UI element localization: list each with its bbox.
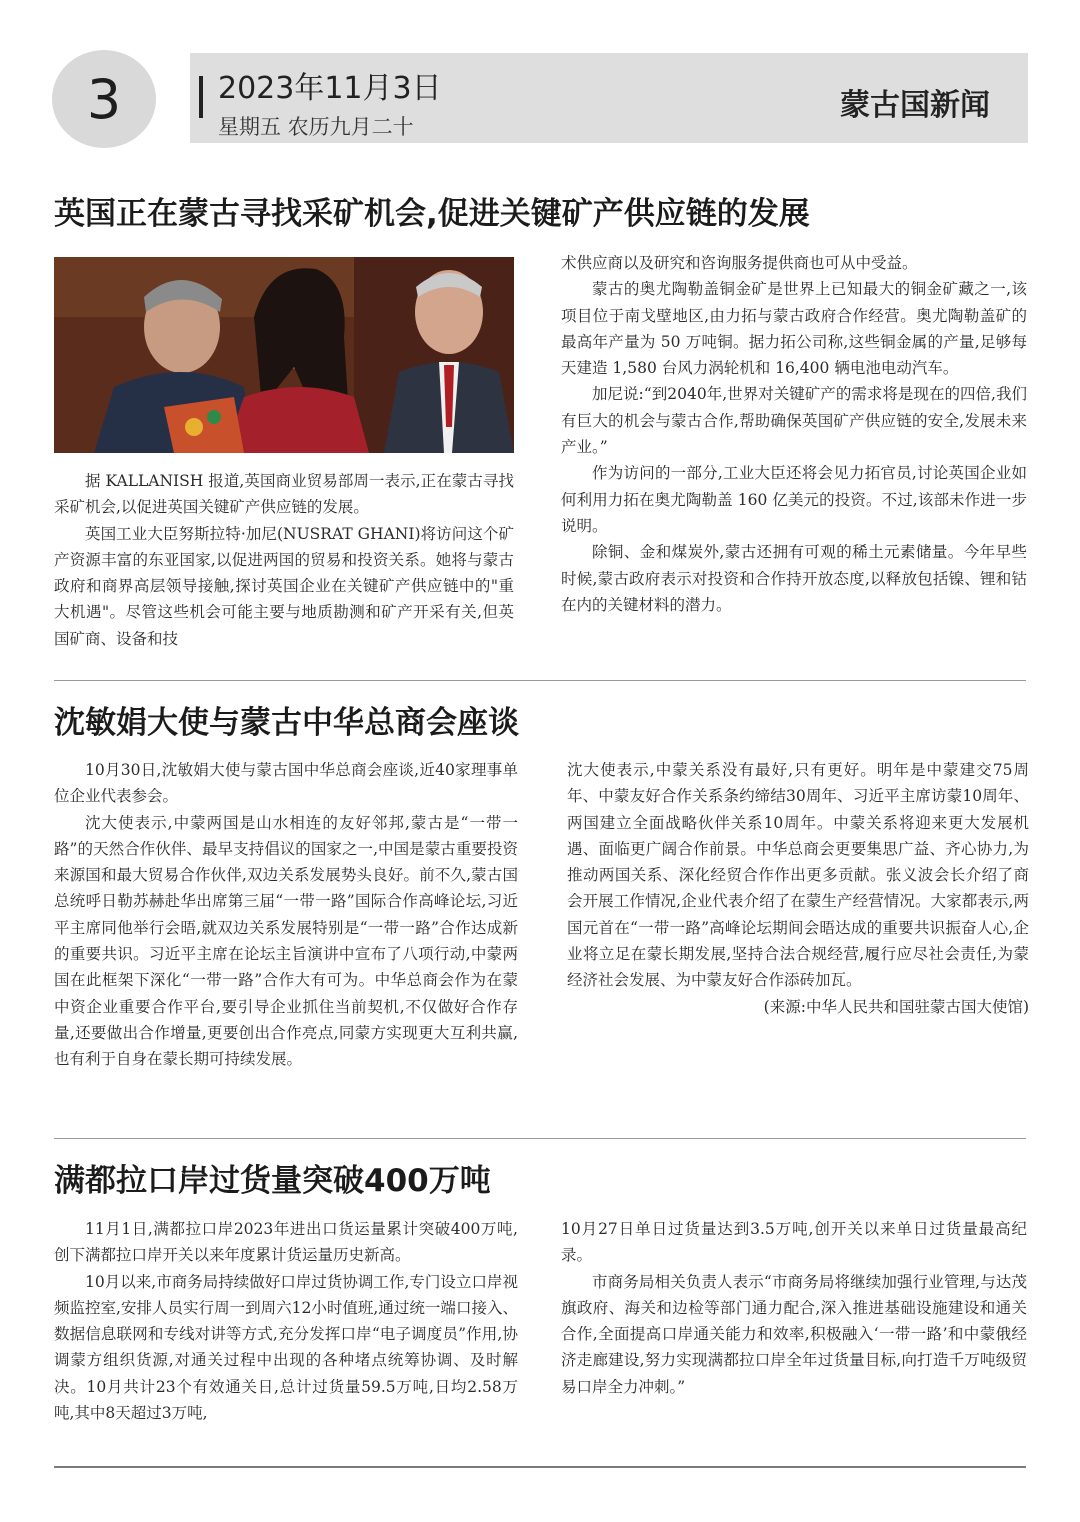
article-3-left-column <box>54 1216 518 1426</box>
article-2-left-column <box>54 757 518 1073</box>
article-2-headline: 沈敏娟大使与蒙古中华总商会座谈 <box>54 705 519 741</box>
page-number-badge: 3 <box>52 50 156 148</box>
article-paragraph: 10月30日,沈敏娟大使与蒙古国中华总商会座谈,近40家理事单位企业代表参会。 <box>54 761 518 806</box>
article-paragraph: 加尼说:“到2040年,世界对关键矿产的需求将是现在的四倍,我们有巨大的机会与蒙古合作,帮助确保英国矿产供应链的安全,发展未来产业。” <box>561 385 1027 457</box>
article-1-photo <box>54 257 514 453</box>
article-paragraph: 除铜、金和煤炭外,蒙古还拥有可观的稀土元素储量。今年早些时候,蒙古政府表示对投资和合作持开放态度,以释放包括镍、锂和钴在内的关键材料的潜力。 <box>561 543 1027 614</box>
weekday-lunar-date: 星期五 农历九月二十 <box>218 115 414 139</box>
article-paragraph: 沈大使表示,中蒙关系没有最好,只有更好。明年是中蒙建交75周年、中蒙友好合作关系条约缔结30周年、习近平主席访蒙10周年、两国建立全面战略伙伴关系10周年。中蒙关系将迎来更大发展机遇、面临更广阔合作前景。中华总商会更要集思广益、齐心协力,为推动两国关系、深化经贸合作作出更多贡献。张义波会长介绍了商会开展工作情况,企业代表介绍了在蒙生产经营情况。大家都表示,两国元首在“一带一路”高峰论坛期间会晤达成的重要共识振奋人心,企业将立足在蒙长期发展,坚持合法合规经营,履行应尽社会责任,为蒙经济社会发展、为中蒙友好合作添砖加瓦。 <box>567 761 1029 990</box>
article-paragraph: 据 KALLANISH 报道,英国商业贸易部周一表示,正在蒙古寻找采矿机会,以促进英国关键矿产供应链的发展。 <box>54 472 514 517</box>
article-paragraph: 市商务局相关负责人表示“市商务局将继续加强行业管理,与达茂旗政府、海关和边检等部门通力配合,深入推进基础设施建设和通关合作,全面提高口岸通关能力和效率,积极融入‘一带一路’和中蒙俄经济走廊建设,努力实现满都拉口岸全年过货量目标,向打造千万吨级贸易口岸全力冲刺。” <box>561 1272 1027 1396</box>
article-2-right-column <box>567 757 1029 1020</box>
article-source: (来源:中华人民共和国驻蒙古国大使馆) <box>763 997 1029 1016</box>
article-1-headline: 英国正在蒙古寻找采矿机会,促进关键矿产供应链的发展 <box>54 196 810 232</box>
article-divider <box>54 1138 1026 1139</box>
article-paragraph: 术供应商以及研究和咨询服务提供商也可从中受益。 <box>561 254 918 272</box>
article-paragraph: 沈大使表示,中蒙两国是山水相连的友好邻邦,蒙古是“一带一路”的天然合作伙伴、最早支持倡议的国家之一,中国是蒙古重要投资来源国和最大贸易合作伙伴,双边关系发展势头良好。前不久,蒙古国总统呼日勒苏赫赴华出席第三届“一带一路”国际合作高峰论坛,习近平主席同他举行会晤,就双边关系发展特别是“一带一路”合作达成新的重要共识。习近平主席在论坛主旨演讲中宣布了八项行动,中蒙两国在此框架下深化“一带一路”合作大有可为。中华总商会作为在蒙中资企业重要合作平台,要引导企业抓住当前契机,不仅做好合作存量,还要做出合作增量,更要创出合作亮点,同蒙方实现更大互利共赢,也有利于自身在蒙长期可持续发展。 <box>54 813 518 1069</box>
article-paragraph: 11月1日,满都拉口岸2023年进出口货运量累计突破400万吨,创下满都拉口岸开关以来年度累计货运量历史新高。 <box>54 1220 518 1265</box>
page-bottom-rule <box>54 1466 1026 1468</box>
article-paragraph: 10月以来,市商务局持续做好口岸过货协调工作,专门设立口岸视频监控室,安排人员实行周一到周六12小时值班,通过统一端口接入、数据信息联网和专线对讲等方式,充分发挥口岸“电子调度员”作用,协调蒙方组织货源,对通关过程中出现的各种堵点统筹协调、及时解决。10月共计23个有效通关日,总计过货量59.5万吨,日均2.58万吨,其中8天超过3万吨, <box>54 1272 518 1423</box>
article-paragraph: 英国工业大臣努斯拉特·加尼(NUSRAT GHANI)将访问这个矿产资源丰富的东亚国家,以促进两国的贸易和投资关系。她将与蒙古政府和商界高层领导接触,探讨英国企业在关键矿产供应链中的"重大机遇"。尽管这些机会可能主要与地质勘测和矿产开采有关,但英国矿商、设备和技 <box>54 524 514 648</box>
article-3-headline: 满都拉口岸过货量突破400万吨 <box>54 1163 491 1199</box>
article-paragraph: 作为访问的一部分,工业大臣还将会见力拓官员,讨论英国企业如何利用力拓在奥尤陶勒盖 160 亿美元的投资。不过,该部未作进一步说明。 <box>561 464 1027 535</box>
article-3-right-column <box>561 1216 1027 1400</box>
header-divider <box>199 76 203 118</box>
article-1-right-column <box>561 250 1027 618</box>
article-divider <box>54 680 1026 681</box>
article-paragraph: 蒙古的奥尤陶勒盖铜金矿是世界上已知最大的铜金矿藏之一,该项目位于南戈壁地区,由力拓与蒙古政府合作经营。奥尤陶勒盖矿的最高年产量为 50 万吨铜。据力拓公司称,这些铜金属的产量,足够每天建造 1,580 台风力涡轮机和 16,400 辆电池电动汽车。 <box>561 280 1027 378</box>
section-title: 蒙古国新闻 <box>840 88 990 123</box>
article-paragraph: 10月27日单日过货量达到3.5万吨,创开关以来单日过货量最高纪录。 <box>561 1220 1027 1265</box>
article-1-left-column <box>54 468 514 652</box>
issue-date: 2023年11月3日 <box>218 71 442 106</box>
